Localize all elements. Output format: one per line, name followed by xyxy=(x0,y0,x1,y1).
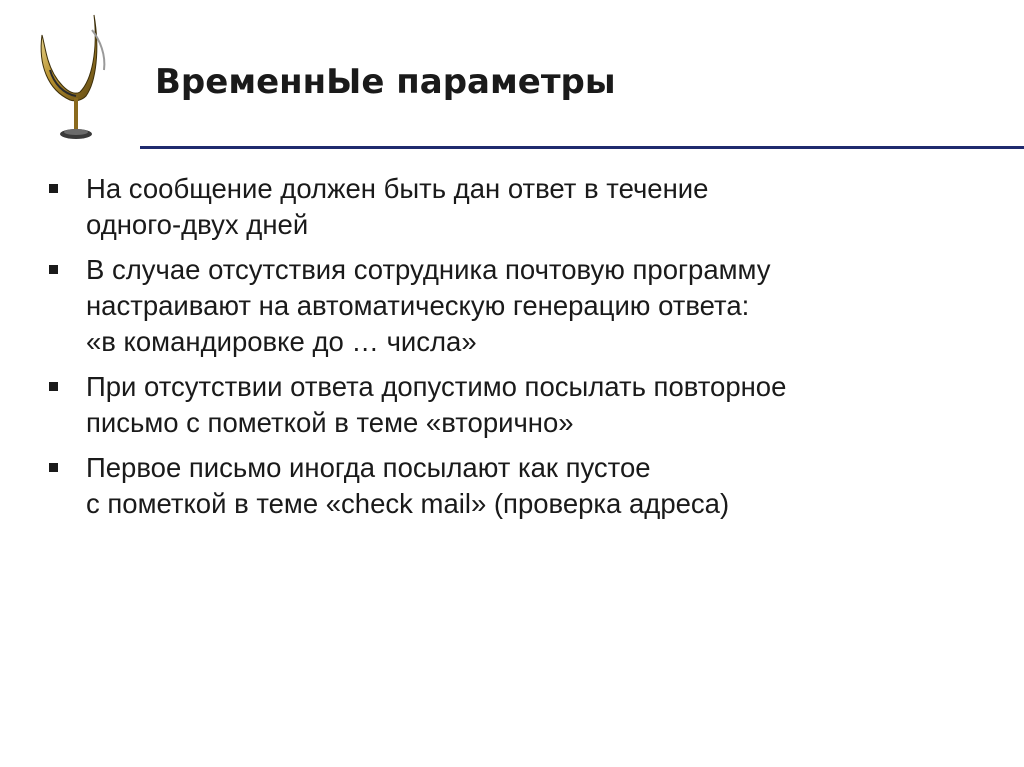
bullet-item xyxy=(46,171,1006,243)
bullet-text-line: При отсутствии ответа допустимо посылать повторное xyxy=(86,371,787,402)
square-bullet-icon xyxy=(49,382,58,391)
square-bullet-icon xyxy=(49,463,58,472)
square-bullet-icon xyxy=(49,184,58,193)
bullet-list xyxy=(46,171,1006,531)
bullet-item xyxy=(46,252,1006,360)
bullet-text-line: На сообщение должен быть дан ответ в течение xyxy=(86,173,709,204)
bullet-item xyxy=(46,450,1006,522)
square-bullet-icon xyxy=(49,265,58,274)
bullet-text-line: с пометкой в теме «check mail» (проверка адреса) xyxy=(86,488,730,519)
bullet-text-line: В случае отсутствия сотрудника почтовую программу xyxy=(86,254,771,285)
bullet-text-line: настраивают на автоматическую генерацию ответа: xyxy=(86,290,750,321)
bullet-text-line: письмо с пометкой в теме «вторично» xyxy=(86,407,574,438)
wine-glass-icon xyxy=(30,10,120,150)
bullet-text-line: Первое письмо иногда посылают как пустое xyxy=(86,452,651,483)
bullet-item xyxy=(46,369,1006,441)
slide-title: ВременнЫе параметры xyxy=(155,62,616,102)
bullet-text-line: «в командировке до … числа» xyxy=(86,326,477,357)
title-underline xyxy=(140,146,1024,149)
bullet-text-line: одного-двух дней xyxy=(86,209,309,240)
